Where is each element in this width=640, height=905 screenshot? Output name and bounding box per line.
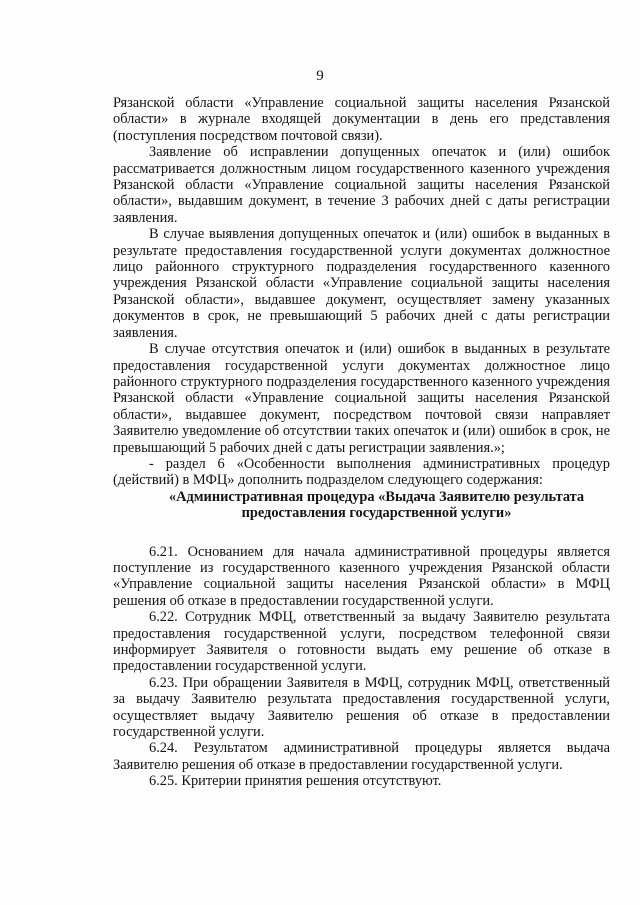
document-body	[113, 95, 610, 790]
paragraph-review: Заявление об исправлении допущенных опечаток и (или) ошибок рассматривается должностным лицом государственного казенного учреждения Рязанской области «Управление социальной защиты населения Рязанской области», выдавшим документ, в течение 3 рабочих дней с даты регистрации заявления.	[113, 144, 610, 226]
paragraph-6-22: 6.22. Сотрудник МФЦ, ответственный за выдачу Заявителю результата предоставления государственной услуги, посредством телефонной связи информирует Заявителя о готовности выдать ему решение об отказе в предоставлении государственной услуги.	[113, 609, 610, 675]
page-number: 9	[316, 68, 324, 84]
paragraph-no-errors: В случае отсутствия опечаток и (или) ошибок в выданных в результате предоставления государственной услуги документах должностное лицо районного структурного подразделения государственного казенного учреждения Рязанской области «Управление социальной защиты населения Рязанской области», выдавшее документ, посредством почтовой связи направляет Заявителю уведомление об отсутствии таких опечаток и (или) ошибок в срок, не превышающий 5 рабочих дней с даты регистрации заявления.»;	[113, 341, 610, 456]
paragraph-6-24: 6.24. Результатом административной процедуры является выдача Заявителю решения об отказе в предоставлении государственной услуги.	[113, 740, 610, 773]
subsection-heading-line-1: «Административная процедура «Выдача Заявителю результата	[168, 488, 585, 505]
paragraph-continuation: Рязанской области «Управление социальной защиты населения Рязанской области» в журнале входящей документации в день его представления (поступления посредством почтовой связи).	[113, 95, 610, 144]
paragraph-6-21: 6.21. Основанием для начала административной процедуры является поступление из государственного казенного учреждения Рязанской области «Управление социальной защиты населения Рязанской области» в МФЦ решения об отказе в предоставлении государственной услуги.	[113, 543, 610, 609]
paragraph-errors-found: В случае выявления допущенных опечаток и (или) ошибок в выданных в результате предоставления государственной услуги документах должностное лицо районного структурного подразделения государственного казенного учреждения Рязанской области «Управление социальной защиты населения Рязанской области», выдавшее документ, осуществляет замену указанных документов в срок, не превышающий 5 рабочих дней с даты регистрации заявления.	[113, 226, 610, 341]
spacer	[113, 522, 610, 544]
subsection-heading-line-2: предоставления государственной услуги»	[241, 505, 512, 522]
paragraph-6-25: 6.25. Критерии принятия решения отсутствуют.	[149, 773, 442, 790]
paragraph-6-23: 6.23. При обращении Заявителя в МФЦ, сотрудник МФЦ, ответственный за выдачу Заявителю результата предоставления государственной услуги, осуществляет выдачу Заявителю решения об отказе в предоставлении государственной услуги.	[113, 674, 610, 741]
paragraph-section-6-amendment: - раздел 6 «Особенности выполнения административных процедур (действий) в МФЦ» дополнить подразделом следующего содержания:	[113, 455, 610, 489]
